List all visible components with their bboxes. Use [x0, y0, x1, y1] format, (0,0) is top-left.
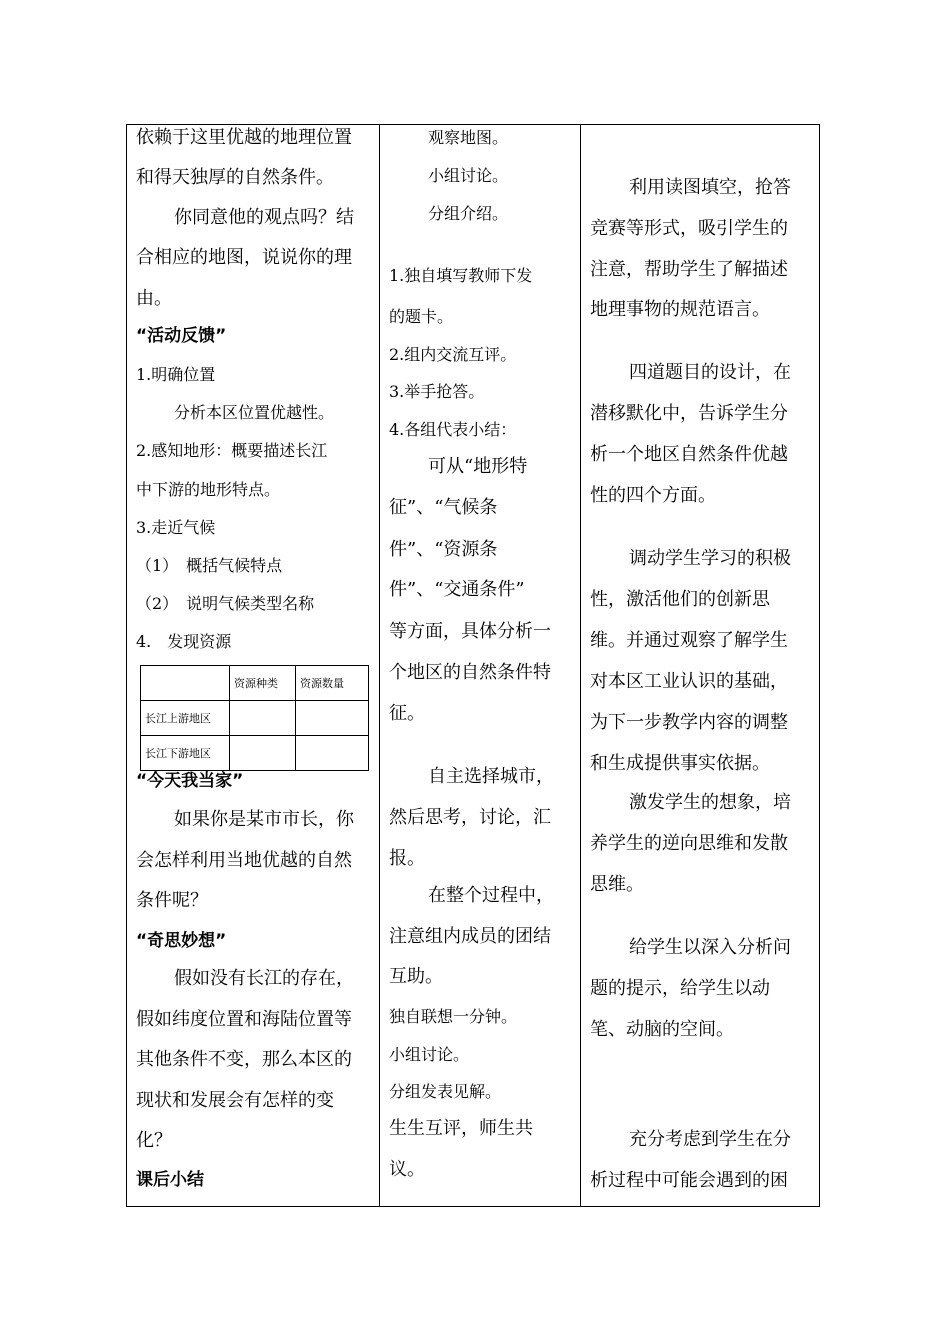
text-line: 3.走近气候 [136, 518, 216, 537]
text-line: 注意组内成员的团结 [389, 926, 551, 947]
text-line: 析过程中可能会遇到的困 [590, 1170, 788, 1191]
column-divider [379, 125, 380, 1206]
column-divider [580, 125, 581, 1206]
text-line: 性，激活他们的创新思 [590, 589, 770, 610]
table-row [141, 666, 369, 701]
table-header: 资源种类 [230, 666, 296, 701]
text-line: 维。并通过观察了解学生 [590, 630, 788, 651]
text-line: 可从“地形特 [428, 456, 528, 477]
text-line: 1.明确位置 [136, 365, 216, 384]
text-line: 你同意他的观点吗？结 [174, 207, 354, 228]
text-line: 3.举手抢答。 [389, 382, 485, 401]
text-line: 和得天独厚的自然条件。 [136, 167, 334, 188]
text-line: 会怎样利用当地优越的自然 [136, 850, 352, 871]
text-line: 其他条件不变，那么本区的 [136, 1049, 352, 1070]
text-line: 然后思考，讨论，汇 [389, 807, 551, 828]
text-line: 1.独自填写教师下发 [389, 266, 533, 285]
text-line: 由。 [136, 288, 172, 309]
text-line: 地理事物的规范语言。 [590, 299, 770, 320]
text-line: 给学生以深入分析问 [629, 937, 791, 958]
text-line: 笔、动脑的空间。 [590, 1019, 734, 1040]
table-cell [230, 736, 296, 771]
table-cell [296, 701, 369, 736]
text-line: 的题卡。 [389, 307, 454, 326]
text-line: 4.各组代表小结： [389, 420, 517, 439]
section-heading: “今天我当家” [136, 771, 244, 791]
text-line: 征”、“气候条 [389, 497, 498, 518]
text-line: 现状和发展会有怎样的变 [136, 1090, 334, 1111]
text-line: （2） 说明气候类型名称 [136, 594, 315, 613]
text-line: 件”、“资源条 [389, 539, 498, 560]
text-line: 依赖于这里优越的地理位置 [136, 127, 352, 148]
text-line: 如果你是某市市长，你 [174, 809, 354, 830]
table-header: 资源数量 [296, 666, 369, 701]
text-line: 假如纬度位置和海陆位置等 [136, 1009, 352, 1030]
text-line: 自主选择城市， [428, 766, 554, 787]
section-heading: “奇思妙想” [136, 931, 227, 951]
text-line: 和生成提供事实依据。 [590, 753, 770, 774]
text-line: 对本区工业认识的基础， [590, 671, 788, 692]
text-line: 小组讨论。 [389, 1045, 470, 1064]
text-line: 思维。 [590, 874, 644, 895]
text-line: 2.组内交流互评。 [389, 345, 517, 364]
text-line: 在整个过程中， [428, 885, 554, 906]
text-line: 议。 [389, 1159, 425, 1180]
text-line: 注意，帮助学生了解描述 [590, 259, 788, 280]
text-line: 假如没有长江的存在， [174, 968, 354, 989]
text-line: 件”、“交通条件” [389, 579, 525, 600]
text-line: 个地区的自然条件特 [389, 662, 551, 683]
table-row [141, 736, 369, 771]
text-line: 充分考虑到学生在分 [629, 1129, 791, 1150]
section-heading: 课后小结 [136, 1170, 204, 1190]
table-cell [141, 666, 230, 701]
section-heading: “活动反馈” [136, 326, 227, 346]
text-line: 2.感知地形：概要描述长江 [136, 441, 328, 460]
text-line: 化？ [136, 1130, 172, 1151]
text-line: （1） 概括气候特点 [136, 556, 283, 575]
table-cell [296, 736, 369, 771]
text-line: 题的提示，给学生以动 [590, 978, 770, 999]
text-line: 分组发表见解。 [389, 1082, 502, 1101]
text-line: 小组讨论。 [428, 166, 509, 185]
text-line: 征。 [389, 703, 425, 724]
table-cell: 长江上游地区 [141, 701, 230, 736]
text-line: 为下一步教学内容的调整 [590, 712, 788, 733]
text-line: 养学生的逆向思维和发散 [590, 833, 788, 854]
text-line: 报。 [389, 848, 425, 869]
text-line: 四道题目的设计，在 [629, 362, 791, 383]
text-line: 4. 发现资源 [136, 632, 232, 651]
text-line: 调动学生学习的积极 [629, 548, 791, 569]
text-line: 条件呢？ [136, 890, 208, 911]
text-line: 激发学生的想象，培 [629, 792, 791, 813]
text-line: 合相应的地图，说说你的理 [136, 247, 352, 268]
text-line: 竞赛等形式，吸引学生的 [590, 218, 788, 239]
table-row [141, 701, 369, 736]
text-line: 独自联想一分钟。 [389, 1007, 518, 1026]
text-line: 中下游的地形特点。 [136, 480, 281, 499]
text-line: 互助。 [389, 966, 443, 987]
text-line: 潜移默化中，告诉学生分 [590, 403, 788, 424]
resource-table [140, 665, 369, 771]
text-line: 生生互评，师生共 [389, 1118, 533, 1139]
table-cell: 长江下游地区 [141, 736, 230, 771]
text-line: 性的四个方面。 [590, 485, 716, 506]
text-line: 析一个地区自然条件优越 [590, 444, 788, 465]
text-line: 观察地图。 [428, 128, 509, 147]
text-line: 分析本区位置优越性。 [174, 403, 335, 422]
table-cell [230, 701, 296, 736]
text-line: 等方面，具体分析一 [389, 621, 551, 642]
text-line: 分组介绍。 [428, 204, 509, 223]
text-line: 利用读图填空，抢答 [629, 177, 791, 198]
